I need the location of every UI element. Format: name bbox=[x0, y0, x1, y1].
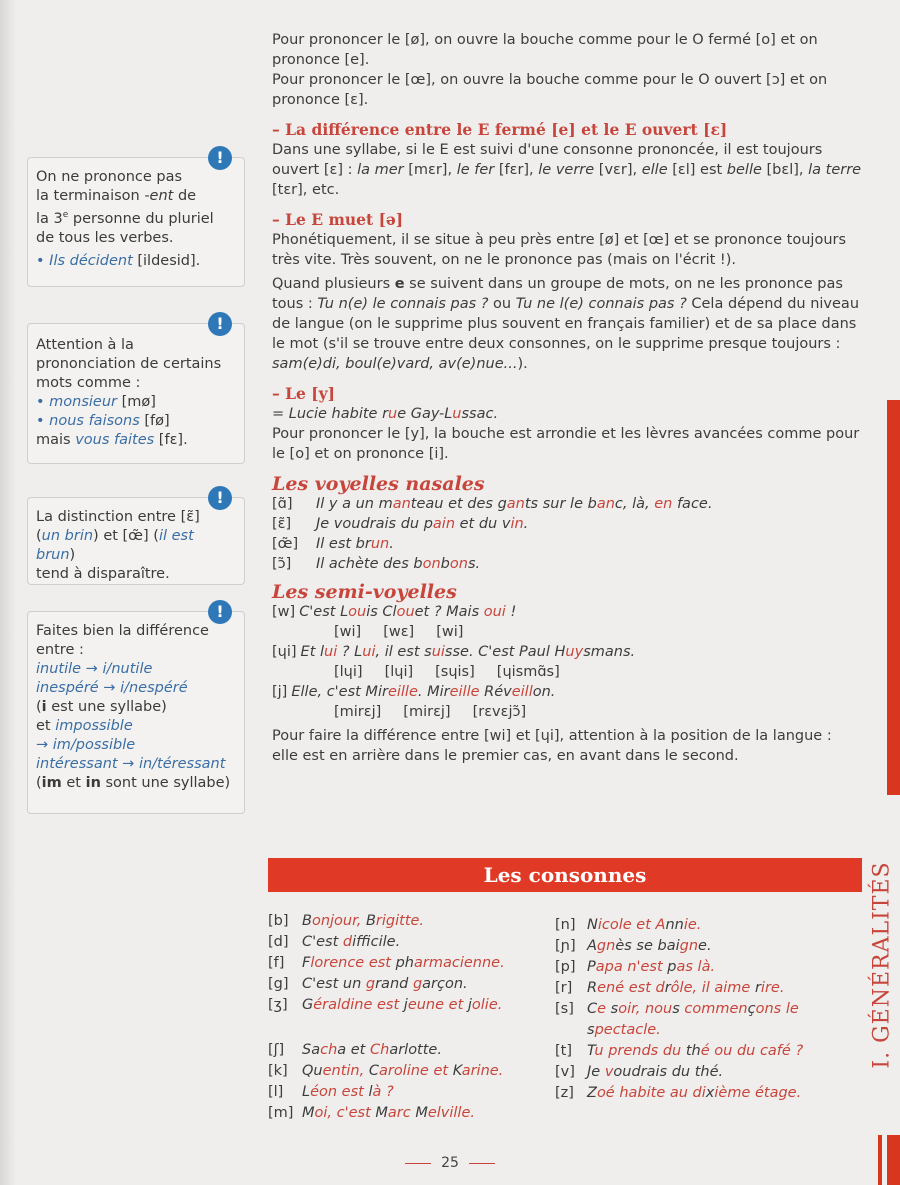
example-text: smans. bbox=[583, 644, 636, 660]
section-banner-consonnes: Les consonnes bbox=[268, 858, 862, 892]
example-text: A bbox=[587, 938, 597, 954]
phoneme-example bbox=[302, 1103, 475, 1124]
highlighted-letters: ôle, il aime bbox=[670, 980, 755, 996]
example-text: M bbox=[375, 1105, 388, 1121]
phoneme-row bbox=[555, 1041, 855, 1062]
phoneme-example bbox=[587, 915, 817, 936]
highlighted-letters: ons le bbox=[755, 1001, 799, 1017]
highlighted-letters: ou bbox=[396, 604, 415, 620]
example-text: s bbox=[610, 1001, 619, 1017]
example-text: r bbox=[754, 980, 761, 996]
highlighted-letters: elville. bbox=[427, 1105, 475, 1121]
phoneme-example bbox=[316, 554, 480, 574]
phoneme-symbol: [œ̃] bbox=[272, 536, 299, 552]
example-text: Je voudrais du p bbox=[316, 516, 433, 532]
highlighted-letters: on bbox=[449, 556, 468, 572]
highlighted-letters: u prends du bbox=[594, 1043, 686, 1059]
highlighted-letters: ch bbox=[320, 1042, 338, 1058]
example-text: Il achète des b bbox=[316, 556, 423, 572]
highlighted-letters: ou bbox=[348, 604, 367, 620]
highlighted-letters: olie. bbox=[471, 997, 503, 1013]
phoneme-example bbox=[587, 1062, 817, 1083]
note-box-syllables: ! Faites bien la différence entre : inutile → i/nutile inespéré → i/nespéré (i est une syllabe) et impossible → im/possible intéressant → in/téressant (im et in sont une syllabe) bbox=[27, 611, 245, 814]
phoneme-example bbox=[302, 995, 502, 1016]
note-box-nasal-distinction: ! La distinction entre [ɛ̃] (un brin) et [œ̃] (il est brun) tend à disparaître. bbox=[27, 497, 245, 585]
highlighted-letters: ire. bbox=[760, 980, 785, 996]
phoneme-symbol: [l] bbox=[268, 1084, 284, 1100]
example-text: M bbox=[302, 1105, 315, 1121]
highlighted-letters: eune et bbox=[407, 997, 468, 1013]
highlighted-letters: oir, nou bbox=[618, 1001, 673, 1017]
example-text: b bbox=[440, 556, 450, 572]
consonnes-right-list bbox=[555, 915, 855, 1104]
note-text: On ne prononce pas bbox=[36, 169, 183, 185]
highlighted-letters: à ? bbox=[372, 1084, 394, 1100]
phoneme-symbol: [g] bbox=[268, 976, 289, 992]
phoneme-row bbox=[555, 957, 855, 978]
highlighted-letters: in bbox=[510, 516, 524, 532]
example-text: et du v bbox=[455, 516, 511, 532]
paragraph: Dans une syllabe, si le E est suivi d'une consonne prononcée, il est toujours ouvert [ɛ] : la mer [mɛr], le fer [fɛr], le verre [vɛr], elle [ɛl] est belle [bɛl], la terre [tɛr], etc. bbox=[272, 142, 862, 198]
side-accent-stripe bbox=[878, 1135, 882, 1185]
phoneme-example bbox=[316, 494, 712, 514]
example-text: oudrais du thé. bbox=[613, 1064, 724, 1080]
example-text: , il est s bbox=[375, 644, 432, 660]
example-text: c, là, bbox=[614, 496, 655, 512]
example-text: arçon. bbox=[422, 976, 468, 992]
phoneme-example bbox=[587, 1041, 817, 1062]
phoneme-symbol: [b] bbox=[268, 913, 289, 929]
example-text: Sa bbox=[302, 1042, 321, 1058]
highlighted-letters: eille bbox=[387, 684, 418, 700]
example-text: Il est br bbox=[316, 536, 371, 552]
example-text: G bbox=[302, 997, 314, 1013]
highlighted-letters: ui bbox=[431, 644, 445, 660]
example-text: Z bbox=[587, 1085, 597, 1101]
example-text: on. bbox=[532, 684, 556, 700]
phoneme-example bbox=[587, 957, 817, 978]
example-text: j bbox=[467, 997, 472, 1013]
note-box-ent: ! On ne prononce pas la terminaison -ent de la 3e personne du pluriel de tous les verbes. • Ils décident [ildesid]. bbox=[27, 157, 245, 287]
example-text: a et bbox=[337, 1042, 370, 1058]
semi-voyelles-list bbox=[272, 602, 862, 722]
subheading-e-difference: – La différence entre le E fermé [e] et le E ouvert [ɛ] bbox=[272, 120, 728, 139]
ipa-transcriptions bbox=[272, 622, 862, 642]
highlighted-letters: en bbox=[654, 496, 673, 512]
phoneme-symbol: [k] bbox=[268, 1063, 288, 1079]
page-gutter-shadow bbox=[0, 0, 16, 1185]
phoneme-row bbox=[555, 1062, 855, 1083]
example-text: teau et des g bbox=[410, 496, 507, 512]
phoneme-symbol: [z] bbox=[555, 1085, 574, 1101]
highlighted-letters: oi, c'est bbox=[314, 1105, 376, 1121]
example-text: R bbox=[587, 980, 598, 996]
example-text: th bbox=[685, 1043, 701, 1059]
subheading-e-muet: – Le E muet [ə] bbox=[272, 210, 404, 229]
example-y: = Lucie habite rue Gay-Lussac. bbox=[272, 406, 499, 422]
example-text: L bbox=[302, 1084, 311, 1100]
ipa-transcription: [rɛvɛjɔ̃] bbox=[472, 704, 527, 720]
example-text: l bbox=[368, 1084, 373, 1100]
semi-voyelle-example: [ɥi] Et lui ? Lui, il est suisse. C'est Paul Huysmans. bbox=[272, 644, 636, 660]
paragraph: Quand plusieurs e se suivent dans un groupe de mots, on ne les prononce pas tous : Tu n(e) le connais pas ? ou Tu ne l(e) connais pas ? Cela dépend du niveau de langue (on le supprime plus souvent en français familier) et de sa place dans le mot (s'il se trouve entre deux consonnes, on le supprime presque toujours : sam(e)di, boul(e)vard, av(e)nue...). bbox=[272, 276, 860, 372]
phoneme-row bbox=[268, 1040, 553, 1061]
highlighted-letters: e bbox=[597, 1001, 611, 1017]
example-text: sse. C'est Paul H bbox=[444, 644, 566, 660]
highlighted-letters: commen bbox=[679, 1001, 748, 1017]
side-accent-stripe bbox=[887, 1135, 900, 1185]
section-heading-semi-voyelles: Les semi-voyelles bbox=[272, 581, 457, 603]
example-text: Il y a un m bbox=[316, 496, 393, 512]
phoneme-row bbox=[268, 932, 553, 953]
highlighted-letters: é ou du café ? bbox=[700, 1043, 804, 1059]
highlighted-letters: aroline et bbox=[378, 1063, 453, 1079]
phoneme-row bbox=[555, 1083, 855, 1104]
note-box-pronunciation: ! Attention à la prononciation de certains mots comme : • monsieur [mø] • nous faisons [fø] mais vous faites [fɛ]. bbox=[27, 323, 245, 464]
highlighted-letters: icole et A bbox=[597, 917, 666, 933]
paragraph: Pour prononcer le [ø], on ouvre la bouche comme pour le O fermé [o] et on prononce [e]. bbox=[272, 32, 818, 68]
phoneme-row bbox=[268, 1103, 553, 1124]
highlighted-letters: gn bbox=[596, 938, 616, 954]
ipa-transcription: [wɛ] bbox=[383, 624, 415, 640]
phoneme-example bbox=[302, 1061, 503, 1082]
semi-voyelle-example: [w] C'est Louis Clouet ? Mais oui ! bbox=[272, 604, 517, 620]
phoneme-symbol: [n] bbox=[555, 917, 576, 933]
highlighted-letters: oé habite au di bbox=[596, 1085, 706, 1101]
example-text: ph bbox=[395, 955, 414, 971]
example-text: ç bbox=[747, 1001, 756, 1017]
ipa-transcription: [mirɛj] bbox=[403, 704, 451, 720]
phoneme-example bbox=[302, 1040, 442, 1061]
phoneme-symbol: [r] bbox=[555, 980, 573, 996]
side-chapter-label: I. GÉNÉRALITÉS bbox=[869, 861, 895, 1069]
phoneme-symbol: [d] bbox=[268, 934, 289, 950]
highlighted-letters: arc bbox=[387, 1105, 416, 1121]
phoneme-symbol: [ɲ] bbox=[555, 938, 576, 954]
phoneme-symbol: [f] bbox=[268, 955, 285, 971]
example-text: N bbox=[587, 917, 598, 933]
example-text: e. bbox=[698, 938, 712, 954]
highlighted-letters: arine. bbox=[461, 1063, 504, 1079]
footer-dash bbox=[405, 1163, 431, 1164]
example-text: C'est L bbox=[299, 604, 349, 620]
example-text: ! bbox=[505, 604, 517, 620]
phoneme-row bbox=[272, 494, 862, 514]
example-text: K bbox=[452, 1063, 462, 1079]
highlighted-letters: éon est bbox=[310, 1084, 369, 1100]
example-text: B bbox=[302, 913, 312, 929]
example-text: M bbox=[415, 1105, 428, 1121]
exclamation-icon: ! bbox=[208, 312, 232, 336]
paragraph: Pour prononcer le [œ], on ouvre la bouche comme pour le O ouvert [ɔ] et on prononce [ɛ]. bbox=[272, 72, 828, 108]
highlighted-letters: on bbox=[422, 556, 441, 572]
highlighted-letters: ené est d bbox=[597, 980, 665, 996]
highlighted-letters: armacienne. bbox=[414, 955, 505, 971]
example-text: arlotte. bbox=[389, 1042, 442, 1058]
phoneme-example bbox=[302, 974, 468, 995]
phoneme-symbol: [ɔ̃] bbox=[272, 556, 292, 572]
example-text: is Cl bbox=[366, 604, 397, 620]
ipa-transcription: [ɥismɑ̃s] bbox=[496, 664, 560, 680]
phoneme-example bbox=[587, 978, 817, 999]
highlighted-letters: éraldine est bbox=[313, 997, 404, 1013]
phoneme-row bbox=[555, 999, 855, 1041]
phoneme-example bbox=[302, 1082, 394, 1103]
phoneme-example bbox=[302, 911, 424, 932]
example-text: Rév bbox=[479, 684, 512, 700]
example-text: s. bbox=[467, 556, 481, 572]
highlighted-letters: eille bbox=[449, 684, 480, 700]
consonnes-left-list-2 bbox=[268, 1040, 553, 1124]
phoneme-row bbox=[555, 978, 855, 999]
example-text: j bbox=[403, 997, 408, 1013]
highlighted-letters: v bbox=[604, 1064, 614, 1080]
subheading-y: – Le [y] bbox=[272, 384, 335, 403]
phoneme-symbol: [ɛ̃] bbox=[272, 516, 292, 532]
highlighted-letters: apa n'est bbox=[595, 959, 668, 975]
example-text: s bbox=[587, 1022, 595, 1038]
example-text: T bbox=[587, 1043, 595, 1059]
note-example: • Ils décident bbox=[36, 252, 133, 269]
example-text: ? L bbox=[337, 644, 363, 660]
page-footer bbox=[0, 1155, 900, 1171]
footer-dash bbox=[469, 1163, 495, 1164]
ipa-transcriptions bbox=[272, 702, 862, 722]
highlighted-letters: gn bbox=[679, 938, 699, 954]
phoneme-symbol: [t] bbox=[555, 1043, 572, 1059]
phoneme-row bbox=[268, 911, 553, 932]
highlighted-letters: ui bbox=[362, 644, 376, 660]
example-text: Je bbox=[587, 1064, 605, 1080]
highlighted-letters: g bbox=[365, 976, 376, 992]
highlighted-letters: un bbox=[370, 536, 390, 552]
highlighted-letters: entin, bbox=[322, 1063, 369, 1079]
ipa-transcriptions bbox=[272, 662, 862, 682]
highlighted-letters: ième étage. bbox=[714, 1085, 802, 1101]
highlighted-letters: d bbox=[342, 934, 353, 950]
phoneme-row bbox=[272, 554, 862, 574]
phoneme-row bbox=[272, 534, 862, 554]
phoneme-row bbox=[268, 953, 553, 974]
example-text: x bbox=[705, 1085, 715, 1101]
example-text: . bbox=[389, 536, 394, 552]
phoneme-row bbox=[268, 1082, 553, 1103]
exclamation-icon: ! bbox=[208, 600, 232, 624]
ipa-transcription: [wi] bbox=[334, 624, 362, 640]
example-text: p bbox=[667, 959, 677, 975]
example-text: B bbox=[365, 913, 376, 929]
phoneme-symbol: [ʃ] bbox=[268, 1042, 285, 1058]
example-text: nn bbox=[665, 917, 684, 933]
example-text: s bbox=[672, 1001, 680, 1017]
phoneme-row bbox=[268, 995, 553, 1016]
highlighted-letters: ain bbox=[432, 516, 456, 532]
example-text: rand bbox=[375, 976, 413, 992]
example-text: et ? Mais bbox=[414, 604, 484, 620]
phoneme-example bbox=[316, 534, 394, 554]
example-text: . Mir bbox=[417, 684, 450, 700]
phoneme-symbol: [m] bbox=[268, 1105, 294, 1121]
consonnes-left-list bbox=[268, 911, 553, 1016]
example-text: Elle, c'est Mir bbox=[291, 684, 388, 700]
highlighted-letters: an bbox=[506, 496, 525, 512]
phoneme-example bbox=[302, 953, 505, 974]
highlighted-letters: oui bbox=[483, 604, 506, 620]
phoneme-symbol: [s] bbox=[555, 1001, 574, 1017]
ipa-transcription: [mirɛj] bbox=[334, 704, 382, 720]
highlighted-letters: an bbox=[596, 496, 615, 512]
example-text: . bbox=[523, 516, 529, 532]
phoneme-row bbox=[272, 514, 862, 534]
exclamation-icon: ! bbox=[208, 146, 232, 170]
example-text: face. bbox=[672, 496, 713, 512]
paragraph: Pour faire la différence entre [wi] et [ɥi], attention à la position de la langue : elle est en arrière dans le premier cas, en avant dans le second. bbox=[272, 728, 832, 764]
phoneme-example bbox=[302, 932, 400, 953]
phoneme-row bbox=[555, 915, 855, 936]
phoneme-symbol: [ɑ̃] bbox=[272, 496, 293, 512]
nasales-list bbox=[272, 494, 862, 574]
highlighted-letters: lorence est bbox=[310, 955, 396, 971]
example-text: Qu bbox=[302, 1063, 323, 1079]
highlighted-letters: eill bbox=[511, 684, 533, 700]
example-text: ès se bai bbox=[615, 938, 680, 954]
phoneme-row bbox=[268, 974, 553, 995]
highlighted-letters: Ch bbox=[369, 1042, 390, 1058]
example-text: ts sur le b bbox=[524, 496, 597, 512]
paragraph: Phonétiquement, il se situe à peu près entre [ø] et [œ] et se prononce toujours très vite. Très souvent, on ne le prononce pas (mais on l'écrit !). bbox=[272, 232, 847, 268]
example-text: C'est bbox=[302, 934, 343, 950]
highlighted-letters: pectacle. bbox=[594, 1022, 661, 1038]
phoneme-example bbox=[587, 999, 817, 1041]
page-number: 25 bbox=[441, 1155, 459, 1171]
example-text: C bbox=[368, 1063, 379, 1079]
phoneme-symbol: [ʒ] bbox=[268, 997, 288, 1013]
main-column bbox=[272, 30, 862, 766]
phoneme-row bbox=[268, 1061, 553, 1082]
highlighted-letters: ie. bbox=[683, 917, 702, 933]
ipa-transcription: [wi] bbox=[436, 624, 464, 640]
example-text: ifficile. bbox=[352, 934, 401, 950]
highlighted-letters: g bbox=[412, 976, 423, 992]
highlighted-letters: rigitte. bbox=[375, 913, 425, 929]
example-text: F bbox=[302, 955, 311, 971]
highlighted-letters: as là. bbox=[676, 959, 716, 975]
example-text: C'est un bbox=[302, 976, 366, 992]
example-text: C bbox=[587, 1001, 598, 1017]
ipa-transcription: [lɥi] bbox=[334, 664, 363, 680]
highlighted-letters: ui bbox=[324, 644, 338, 660]
section-heading-nasales: Les voyelles nasales bbox=[272, 473, 485, 495]
phoneme-symbol: [p] bbox=[555, 959, 576, 975]
paragraph: Pour prononcer le [y], la bouche est arrondie et les lèvres avancées comme pour le [o] et on prononce [i]. bbox=[272, 426, 860, 462]
phoneme-row bbox=[555, 936, 855, 957]
side-accent-bar bbox=[887, 400, 900, 795]
semi-voyelle-example: [j] Elle, c'est Mireille. Mireille Réveillon. bbox=[272, 684, 556, 700]
phoneme-example bbox=[587, 936, 817, 957]
ipa-transcription: [lɥi] bbox=[384, 664, 414, 680]
example-text: P bbox=[587, 959, 596, 975]
exclamation-icon: ! bbox=[208, 486, 232, 510]
highlighted-letters: uy bbox=[565, 644, 584, 660]
example-text: r bbox=[664, 980, 671, 996]
phoneme-example bbox=[587, 1083, 817, 1104]
phoneme-symbol: [v] bbox=[555, 1064, 575, 1080]
phoneme-example bbox=[316, 514, 528, 534]
highlighted-letters: an bbox=[392, 496, 411, 512]
ipa-transcription: [sɥis] bbox=[435, 664, 475, 680]
example-text: Et l bbox=[300, 644, 325, 660]
highlighted-letters: onjour, bbox=[311, 913, 366, 929]
